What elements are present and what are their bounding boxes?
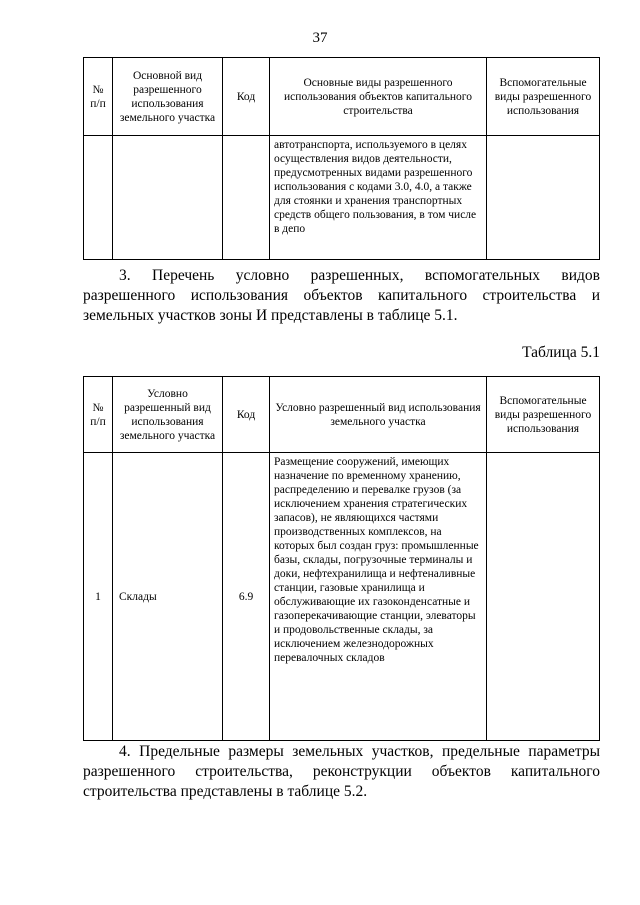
cell-number: 1 — [84, 453, 113, 741]
paragraph-3: 3. Перечень условно разрешенных, вспомогательных видов разрешенного использования объектов капитального строительства и земельных участков зоны И представлены в таблице 5.1. — [83, 267, 600, 324]
table-caption: Таблица 5.1 — [522, 344, 600, 361]
page-number: 37 — [312, 30, 328, 46]
cell-auxiliary — [487, 453, 600, 741]
cell-description: автотранспорта, используемого в целях осуществления видов деятельности, предусмотренных видами разрешенного использования с кодами 3.0, 4.0, а также для стоянки и хранения транспортных средств общего пользования, в том числе в депо — [270, 136, 487, 260]
header-code: Код — [223, 377, 270, 453]
paragraph-4: 4. Предельные размеры земельных участков, предельные параметры разрешенного строительства, реконструкции объектов капитального строительства представлены в таблице 5.2. — [83, 743, 600, 800]
cell-number — [84, 136, 113, 260]
header-auxiliary-use: Вспомогательные виды разрешенного использования — [487, 377, 600, 453]
header-main-use: Основной вид разрешенного использования земельного участка — [113, 58, 223, 136]
conditional-use-table — [83, 376, 600, 741]
header-conditional-use: Условно разрешенный вид использования земельного участка — [113, 377, 223, 453]
header-number: № п/п — [84, 377, 113, 453]
header-conditional-use-description: Условно разрешенный вид использования земельного участка — [270, 377, 487, 453]
cell-code — [223, 136, 270, 260]
table-row — [84, 453, 600, 741]
table-header-row — [84, 377, 600, 453]
cell-use-name: Склады — [113, 453, 223, 741]
header-code: Код — [223, 58, 270, 136]
header-number: № п/п — [84, 58, 113, 136]
table-header-row — [84, 58, 600, 136]
table-row — [84, 136, 600, 260]
cell-code: 6.9 — [223, 453, 270, 741]
cell-auxiliary — [487, 136, 600, 260]
cell-main-use — [113, 136, 223, 260]
land-use-table-continued — [83, 57, 600, 260]
cell-description: Размещение сооружений, имеющих назначение по временному хранению, распределению и перевалке грузов (за исключением хранения стратегических запасов), не являющихся частями производственных комплексов, на которых был создан груз: промышленные базы, склады, погрузочные терминалы и доки, нефтехранилища и нефтеналивные станции, газовые хранилища и обслуживающие их газоконденсатные и газоперекачивающие станции, элеваторы и продовольственные склады, за исключением железнодорожных перевалочных складов — [270, 453, 487, 741]
header-auxiliary-use: Вспомогательные виды разрешенного использования — [487, 58, 600, 136]
header-main-use-objects: Основные виды разрешенного использования объектов капитального строительства — [270, 58, 487, 136]
